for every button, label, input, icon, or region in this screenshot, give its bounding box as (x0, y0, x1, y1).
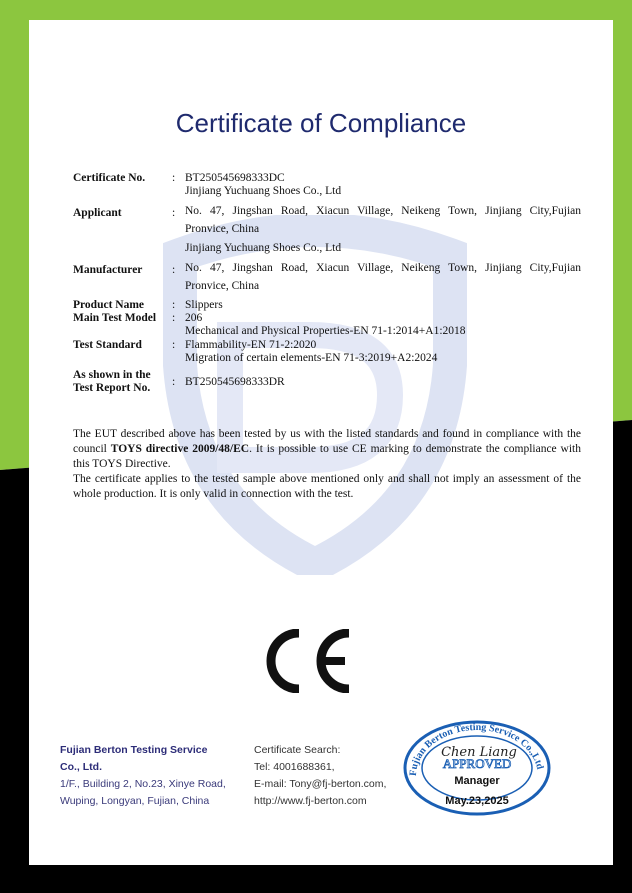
certificate-title: Certificate of Compliance (175, 108, 467, 138)
colon: : (172, 172, 176, 184)
colon: : (172, 299, 176, 311)
manager-signature: Chen Liang (441, 745, 517, 760)
test-standard-3: Migration of certain elements-EN 71-3:2019+A2:2024 (185, 352, 438, 364)
stamp-date: May.23,2025 (445, 795, 509, 807)
issuer-address-2: Wuping, Longyan, Fujian, China (60, 795, 210, 807)
stamp-title: Manager (454, 775, 500, 787)
colon: : (172, 376, 176, 388)
manufacturer-label: Manufacturer (73, 264, 143, 276)
statement-part-b: . It is possible to use CE marking to demonstrate the compliance with this TOYS Directive. (73, 443, 581, 470)
stamp-approved: APPROVED (442, 756, 512, 771)
issuer-block (60, 742, 226, 810)
issuer-address-1: 1/F., Building 2, No.23, Xinye Road, (60, 778, 226, 790)
test-standard-2: Flammability-EN 71-2:2020 (185, 339, 317, 351)
cert-no-label: Certificate No. (73, 172, 146, 184)
colon: : (172, 207, 176, 219)
colon: : (172, 264, 176, 276)
shown-in-label-1: As shown in the (73, 369, 151, 381)
test-standard-label: Test Standard (73, 339, 142, 351)
manufacturer-address-2: Pronvice, China (185, 280, 260, 292)
website-link[interactable]: http://www.fj-berton.com (254, 795, 367, 807)
email-link[interactable]: E-mail: Tony@fj-berton.com, (254, 778, 387, 790)
applicant-address-2: Pronvice, China (185, 223, 260, 235)
colon: : (172, 312, 176, 324)
contact-block (254, 742, 386, 810)
test-report-no-value: BT250545698333DR (185, 376, 285, 388)
approval-stamp-icon (402, 716, 552, 816)
shown-in-label-2: Test Report No. (73, 382, 151, 394)
compliance-statement (73, 427, 581, 472)
stamp-ring-text: Fujian Berton Testing Service Co.,Ltd (407, 721, 546, 777)
ce-mark-icon (261, 629, 353, 693)
applicant-name: Jinjiang Yuchuang Shoes Co., Ltd (185, 185, 342, 197)
product-name-label: Product Name (73, 299, 145, 311)
cert-no-value: BT250545698333DC (185, 172, 285, 184)
issuer-name-2: Co., Ltd. (60, 761, 102, 773)
tel: Tel: 4001688361, (254, 761, 335, 773)
statement-part-a: The EUT described above has been tested by us with the listed standards and found in compliance with the council (73, 428, 581, 455)
manufacturer-address-1: No. 47, Jingshan Road, Xiacun Village, Neikeng Town, Jinjiang City,Fujian (185, 262, 581, 274)
issuer-name-1: Fujian Berton Testing Service (60, 744, 208, 756)
manufacturer-name: Jinjiang Yuchuang Shoes Co., Ltd (185, 242, 342, 254)
certificate-search-label: Certificate Search: (254, 744, 341, 756)
main-test-model-label: Main Test Model (73, 312, 157, 324)
colon: : (172, 339, 176, 351)
applicant-address-1: No. 47, Jingshan Road, Xiacun Village, Neikeng Town, Jinjiang City,Fujian (185, 205, 581, 217)
test-standard-1: Mechanical and Physical Properties-EN 71-1:2014+A1:2018 (185, 325, 466, 337)
main-test-model-value: 206 (185, 312, 203, 324)
directive-name: TOYS directive 2009/48/EC (110, 443, 250, 455)
applicant-label: Applicant (73, 207, 122, 219)
product-name-value: Slippers (185, 299, 223, 311)
validity-statement: The certificate applies to the tested sample above mentioned only and shall not imply an assessment of the whole production. It is only valid in connection with the test. (73, 473, 581, 500)
